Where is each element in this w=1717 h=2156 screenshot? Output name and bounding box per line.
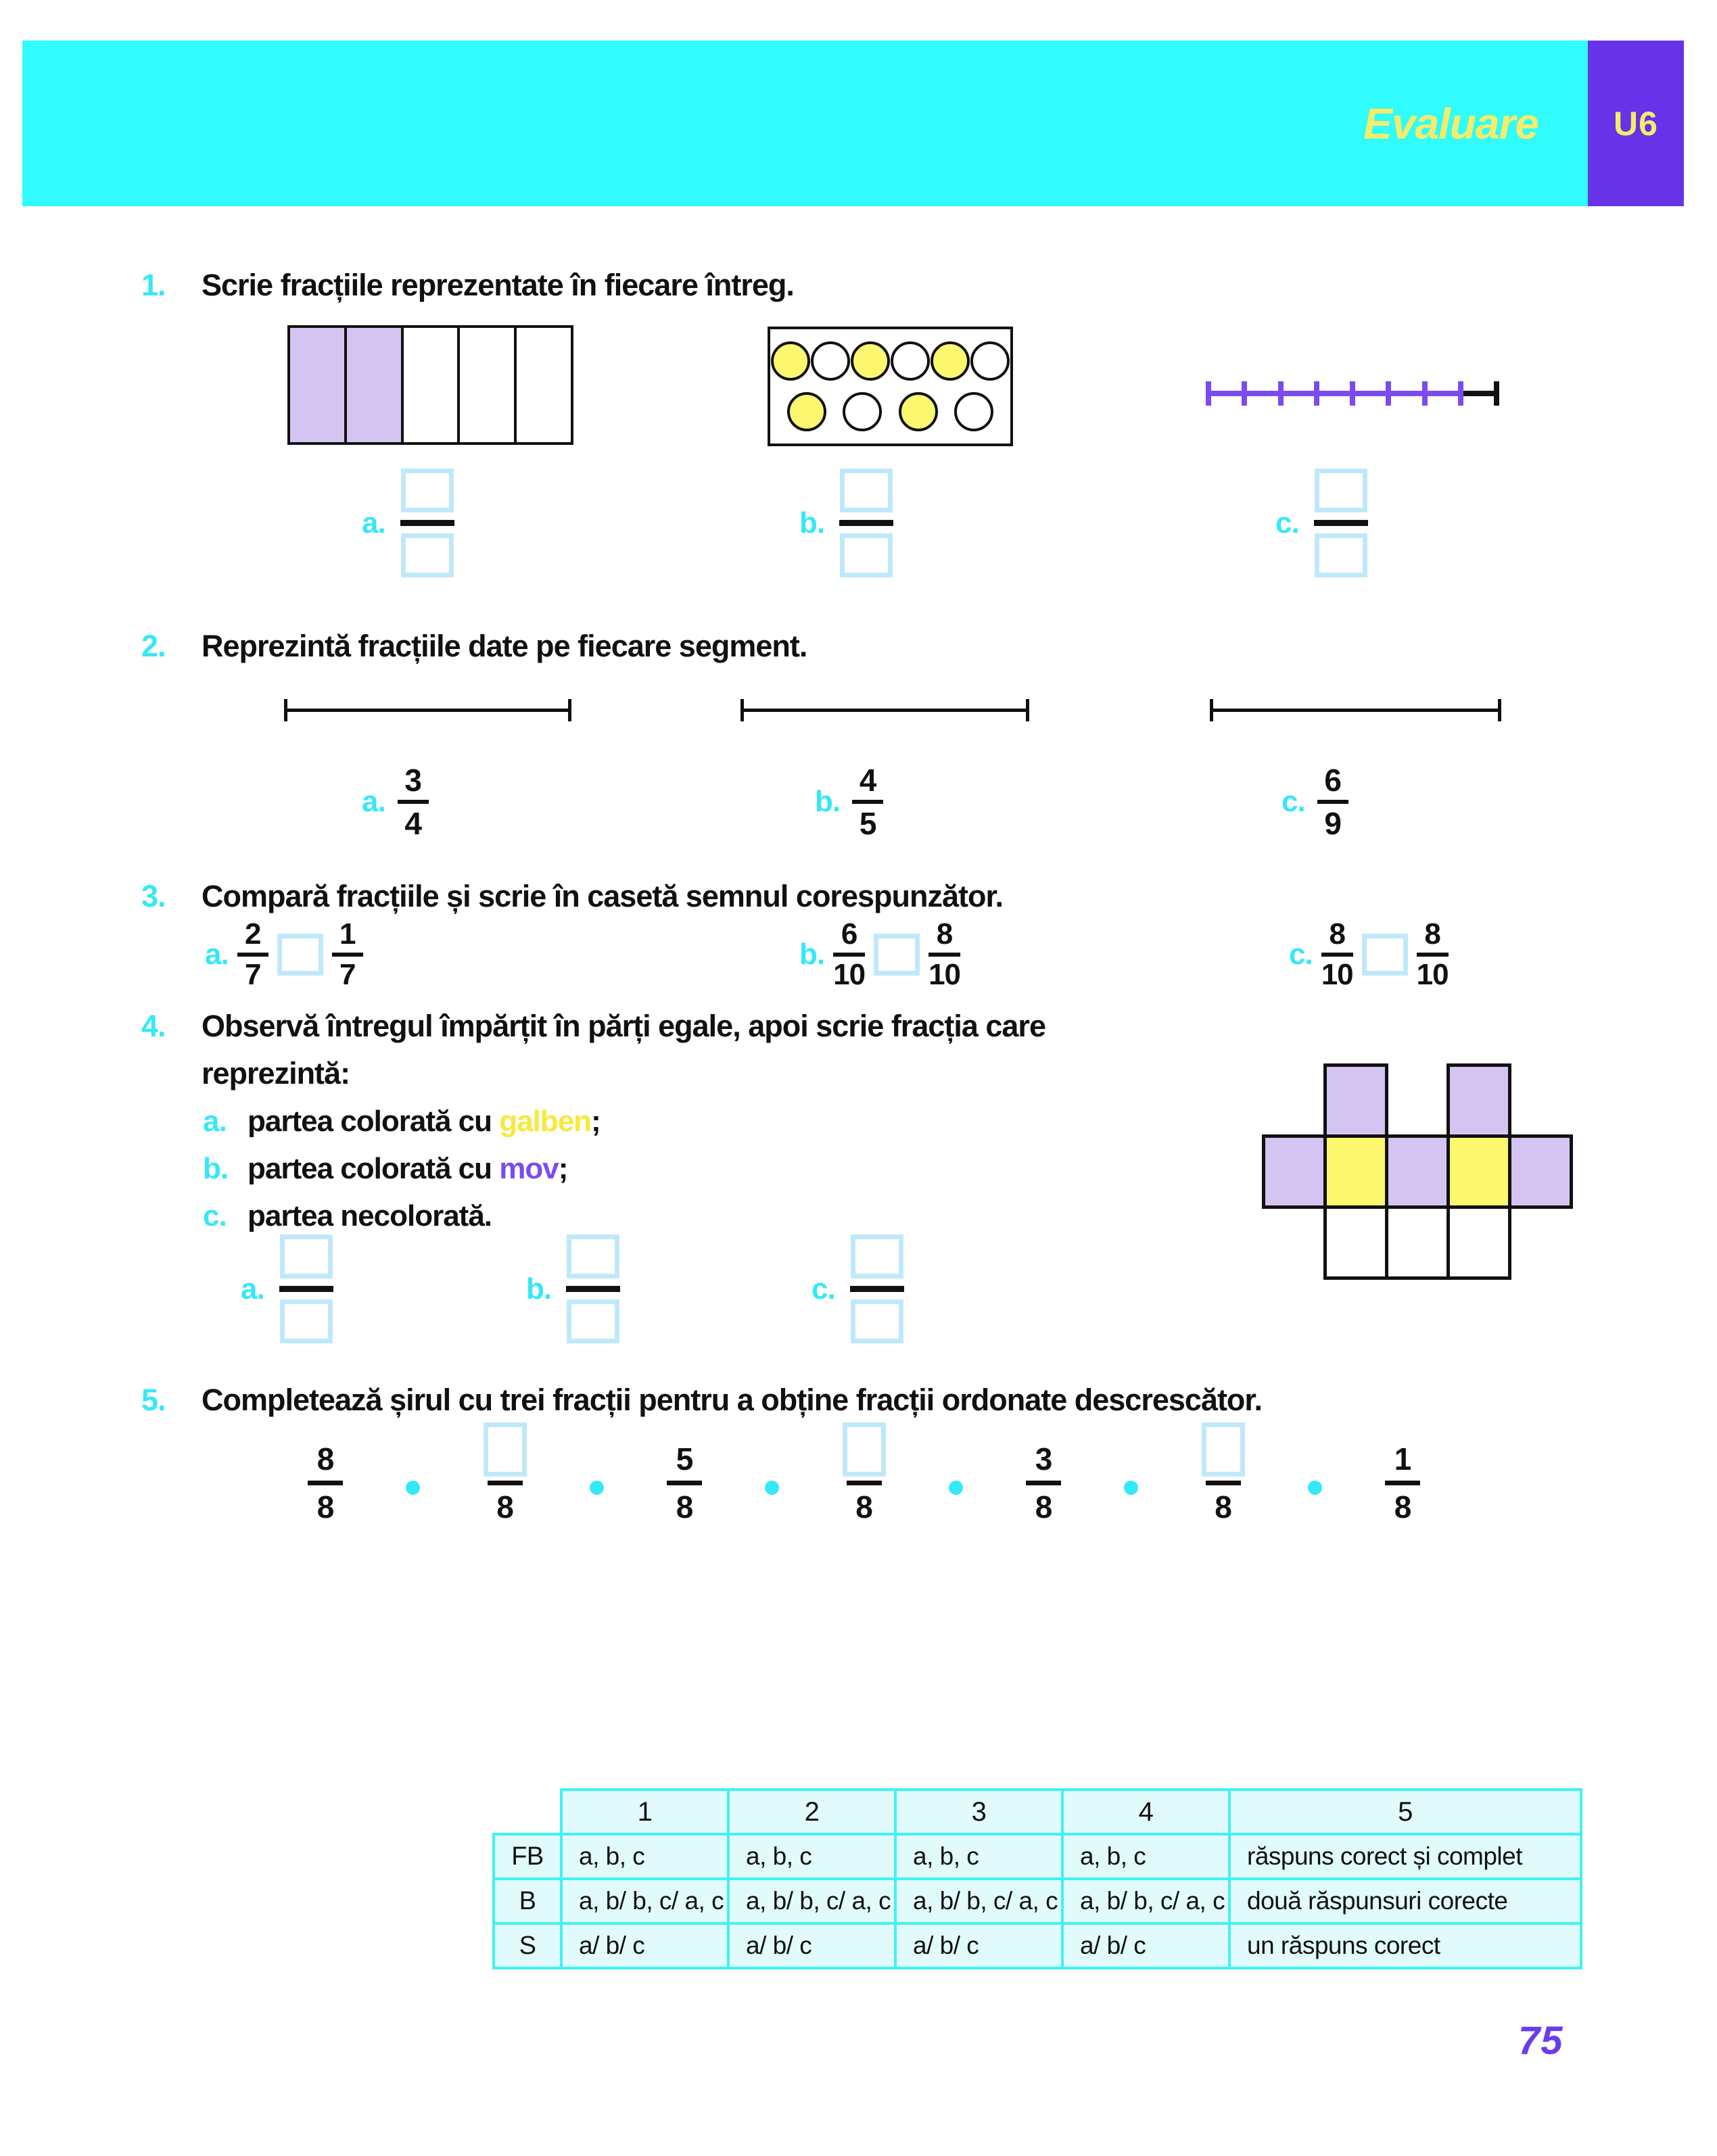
table-cell: a, b, c: [561, 1834, 728, 1879]
item-letter-label: c.: [812, 1272, 835, 1305]
grid-cell-purple: [1262, 1134, 1327, 1209]
item-letter-label: a.: [203, 1105, 227, 1138]
item-text: partea colorată cu: [248, 1152, 500, 1185]
fraction-denominator: 7: [339, 958, 356, 991]
circle: [970, 341, 1010, 381]
fraction-bar: [1314, 520, 1368, 526]
fraction-bar: [400, 520, 454, 526]
exercise5-number: 5.: [141, 1383, 166, 1417]
table-cell: a, b, c: [728, 1834, 895, 1879]
table-cell: a, b/ b, c/ a, c: [1062, 1879, 1229, 1923]
fraction: [852, 763, 883, 841]
answer-fraction: [566, 1235, 620, 1343]
fraction-denominator: 5: [859, 806, 876, 841]
numberline-black-segment: [1461, 391, 1497, 396]
unit-badge-label: U6: [1614, 104, 1658, 143]
item-letter-label: a.: [362, 785, 385, 818]
circle: [891, 341, 930, 381]
fraction: [833, 918, 865, 991]
table-cell: a/ b/ c: [895, 1923, 1062, 1968]
grid-cell-yellow: [1323, 1134, 1388, 1209]
sequence-denominator: 8: [316, 1489, 334, 1525]
sequence-separator-dot: [590, 1481, 604, 1495]
highlight-word: mov: [499, 1152, 559, 1185]
sequence-denominator: 8: [1394, 1489, 1411, 1525]
segment-b[interactable]: [740, 709, 1029, 712]
sequence-numerator-slot: [843, 1420, 886, 1477]
fraction-bar: [1417, 953, 1449, 957]
circles-figure: [768, 327, 1013, 446]
grid-cell-purple: [1323, 1063, 1388, 1138]
ex2-fraction-c: [1281, 763, 1348, 841]
sequence-numerator: 5: [676, 1441, 693, 1477]
item-letter-label: b.: [203, 1152, 229, 1185]
fraction-numerator: 6: [841, 917, 857, 951]
bar-part: [290, 328, 347, 442]
table-cell: a/ b/ c: [561, 1923, 728, 1968]
ex3-comparison-c: [1289, 918, 1449, 991]
item-letter-label: c.: [1281, 785, 1305, 818]
numberline-tick: [1494, 381, 1499, 406]
exercise3-prompt: Compară fracțiile și scrie în casetă semnul corespunzător.: [202, 879, 1003, 913]
exercise5-prompt: Completează șirul cu trei fracții pentru a obține fracții ordonate descrescător.: [202, 1383, 1262, 1417]
table-cell: a, b/ b, c/ a, c: [895, 1879, 1062, 1923]
page-title: Evaluare: [1363, 99, 1538, 148]
fraction-numerator: 2: [244, 917, 261, 951]
numerator-box[interactable]: [840, 469, 893, 512]
ex2-fraction-a: [362, 763, 429, 841]
sequence-separator-dot: [1308, 1481, 1322, 1495]
numberline-tick: [1422, 381, 1428, 406]
circle: [851, 341, 890, 381]
ex4-answer-b: [526, 1236, 620, 1342]
table-cell: un răspuns corect: [1229, 1923, 1581, 1968]
answer-fraction: [839, 469, 893, 577]
item-letter-label: b.: [799, 506, 825, 540]
sequence-numerator: 1: [1394, 1441, 1411, 1477]
sequence-numerator-slot: [1035, 1420, 1052, 1477]
denominator-box[interactable]: [280, 1299, 333, 1343]
fraction-numerator: 8: [1329, 917, 1345, 951]
ex4-item-a: [203, 1105, 601, 1139]
fraction-bar: [566, 1286, 620, 1292]
sequence-fraction: [308, 1420, 343, 1525]
table-row-label: B: [494, 1879, 561, 1923]
fraction-numerator: 4: [859, 763, 876, 798]
table-row: [494, 1879, 1581, 1923]
numberline-tick: [1206, 381, 1211, 406]
fraction: [332, 918, 363, 991]
sequence-box[interactable]: [843, 1422, 886, 1477]
table-cell: răspuns corect și complet: [1229, 1834, 1581, 1879]
sequence-denominator: 8: [1215, 1489, 1231, 1525]
ex1-answer-c: [1275, 470, 1368, 576]
denominator-box[interactable]: [401, 533, 454, 577]
item-letter-label: a.: [205, 938, 229, 971]
scoring-table: [492, 1788, 1582, 1969]
grid-cell-white: [1323, 1205, 1388, 1280]
bar-part: [347, 328, 404, 442]
sequence-box[interactable]: [1202, 1422, 1245, 1477]
segment-a[interactable]: [284, 709, 571, 712]
grid-cell-purple: [1446, 1063, 1511, 1138]
fraction: [1321, 918, 1353, 991]
fraction-bar: [1317, 800, 1348, 804]
sequence-denominator: 8: [855, 1489, 872, 1525]
fraction-bar: [667, 1481, 702, 1485]
page-number: 75: [1518, 2019, 1563, 2063]
ex3-comparison-b: [799, 918, 960, 991]
item-letter-label: a.: [362, 506, 385, 540]
sequence-denominator: 8: [676, 1489, 693, 1525]
item-letter-label: b.: [799, 938, 825, 971]
denominator-box[interactable]: [567, 1299, 619, 1343]
exercise1-number: 1.: [141, 268, 166, 302]
sequence-fraction: [1202, 1420, 1245, 1525]
fraction: [1317, 763, 1348, 841]
circle: [787, 392, 826, 431]
exercise3-number: 3.: [141, 879, 166, 913]
fraction-bar: [488, 1481, 523, 1485]
table-cell: a, b/ b, c/ a, c: [728, 1879, 895, 1923]
fraction-bar: [1206, 1481, 1241, 1485]
exercise4-prompt-line2: reprezintă:: [202, 1056, 350, 1091]
sequence-numerator-slot: [1202, 1420, 1245, 1477]
sequence-numerator-slot: [484, 1420, 527, 1477]
sequence-fraction: [667, 1420, 702, 1525]
numberline-tick: [1458, 381, 1463, 406]
fraction: [237, 918, 268, 991]
ex4-item-c: [203, 1199, 492, 1233]
sequence-numerator: 8: [316, 1441, 334, 1477]
grid-cell-yellow: [1446, 1134, 1511, 1209]
sequence-numerator: 3: [1035, 1441, 1052, 1477]
answer-fraction: [850, 1235, 904, 1343]
sequence-separator-dot: [1124, 1481, 1138, 1495]
ex1-answer-a: [362, 470, 454, 576]
fraction-bar: [398, 800, 429, 804]
header-band: [22, 41, 1684, 206]
table-cell: a, b, c: [1062, 1834, 1229, 1879]
fraction-bar: [279, 1286, 333, 1292]
fraction-sequence: [308, 1420, 1420, 1525]
fraction-denominator: 7: [244, 958, 261, 991]
ex4-answer-a: [241, 1236, 333, 1342]
numberline-tick: [1386, 381, 1391, 406]
ex4-answer-c: [812, 1236, 904, 1342]
grid-cell-white: [1446, 1205, 1511, 1280]
circle: [931, 341, 970, 381]
table-cell: a/ b/ c: [1062, 1923, 1229, 1968]
item-letter-label: a.: [241, 1272, 264, 1305]
circle: [899, 392, 938, 431]
denominator-box[interactable]: [851, 1299, 903, 1343]
table-cell: două răspunsuri corecte: [1229, 1879, 1581, 1923]
fraction-bar: [850, 1286, 904, 1292]
unit-badge: [1588, 41, 1684, 206]
fraction-denominator: 10: [833, 958, 866, 991]
bar-part: [517, 328, 571, 442]
table-cell: a, b/ b, c/ a, c: [561, 1879, 728, 1923]
table-corner-blank: [494, 1790, 561, 1834]
fraction-bar: [1385, 1481, 1420, 1485]
table-row: [494, 1834, 1581, 1879]
fraction-numerator: 6: [1324, 763, 1341, 798]
denominator-box[interactable]: [840, 533, 893, 577]
denominator-box[interactable]: [1315, 533, 1367, 577]
numberline-tick: [1314, 381, 1319, 406]
fraction-denominator: 10: [1321, 958, 1353, 991]
table-column-header: 4: [1062, 1790, 1229, 1834]
exercise4-number: 4.: [141, 1009, 166, 1043]
circle: [811, 341, 850, 381]
exercise2-number: 2.: [141, 629, 166, 663]
sequence-numerator-slot: [1394, 1420, 1411, 1477]
fraction-bar: [928, 953, 960, 957]
answer-fraction: [1314, 469, 1368, 577]
fraction-bar: [237, 953, 268, 957]
bar-part: [460, 328, 517, 442]
sequence-denominator: 8: [1035, 1489, 1052, 1525]
table-row: [494, 1923, 1581, 1968]
grid-cell-white: [1385, 1205, 1450, 1280]
exercise1-prompt: Scrie fracțiile reprezentate în fiecare întreg.: [202, 268, 794, 302]
circle: [771, 341, 810, 381]
grid-cell-purple: [1508, 1134, 1573, 1209]
fraction-numerator: 1: [339, 917, 356, 951]
sequence-fraction: [1026, 1420, 1061, 1525]
item-text: partea colorată cu: [248, 1105, 500, 1138]
fraction-denominator: 10: [1416, 958, 1449, 991]
fraction-bar: [833, 953, 865, 957]
fraction-bar: [847, 1481, 882, 1485]
fraction-bar: [1321, 953, 1353, 957]
fraction: [1417, 918, 1449, 991]
numberline-tick: [1278, 381, 1284, 406]
ex2-fraction-b: [815, 763, 883, 841]
fraction-bar: [332, 953, 363, 957]
fraction-numerator: 8: [1424, 917, 1440, 951]
highlight-word: galben: [499, 1105, 592, 1138]
numerator-box[interactable]: [280, 1235, 333, 1278]
fraction-denominator: 4: [404, 806, 421, 841]
fraction-numerator: 3: [404, 763, 421, 798]
item-text: partea necolorată.: [248, 1199, 492, 1232]
table-column-header: 1: [561, 1790, 728, 1834]
circle: [843, 392, 882, 431]
comparison-box[interactable]: [277, 934, 323, 976]
ex4-item-b: [203, 1152, 567, 1186]
sequence-separator-dot: [949, 1481, 963, 1495]
fraction-bar: [1026, 1481, 1061, 1485]
item-letter-label: c.: [203, 1199, 227, 1232]
table-column-header: 3: [895, 1790, 1062, 1834]
sequence-denominator: 8: [496, 1489, 513, 1525]
numberline-figure: [1208, 379, 1497, 408]
fraction: [928, 918, 960, 991]
item-text-after: ;: [591, 1105, 601, 1138]
table-column-header: 5: [1229, 1790, 1581, 1834]
exercise4-prompt-line1: Observă întregul împărțit în părți egale, apoi scrie fracția care: [202, 1009, 1045, 1043]
circle: [954, 392, 993, 431]
item-letter-label: c.: [1289, 938, 1313, 971]
item-text-after: ;: [558, 1152, 568, 1185]
fraction-numerator: 8: [936, 917, 953, 951]
table-row-label: S: [494, 1923, 561, 1968]
fraction-bar: [839, 520, 893, 526]
bar-figure: [287, 325, 573, 445]
bar-part: [404, 328, 461, 442]
numerator-box[interactable]: [1315, 469, 1367, 512]
table-cell: a/ b/ c: [728, 1923, 895, 1968]
answer-fraction: [400, 469, 454, 577]
sequence-numerator-slot: [676, 1420, 693, 1477]
comparison-box[interactable]: [874, 934, 920, 976]
fraction: [398, 763, 429, 841]
numberline-tick: [1242, 381, 1247, 406]
item-letter-label: c.: [1275, 506, 1299, 540]
numerator-box[interactable]: [567, 1235, 619, 1278]
item-letter-label: b.: [526, 1272, 552, 1305]
fraction-denominator: 9: [1324, 806, 1341, 841]
sequence-box[interactable]: [484, 1422, 527, 1477]
sequence-numerator-slot: [317, 1420, 334, 1477]
grid-cell-purple: [1385, 1134, 1450, 1209]
table-cell: a, b, c: [895, 1834, 1062, 1879]
sequence-fraction: [843, 1420, 886, 1525]
segment-c[interactable]: [1210, 709, 1501, 712]
grid-figure: [1262, 1063, 1576, 1282]
item-letter-label: b.: [815, 785, 841, 818]
ex1-answer-b: [799, 470, 893, 576]
ex3-comparison-a: [205, 918, 363, 991]
sequence-separator-dot: [406, 1481, 420, 1495]
numerator-box[interactable]: [401, 469, 454, 512]
exercise2-prompt: Reprezintă fracțiile date pe fiecare segment.: [202, 629, 807, 663]
fraction-bar: [308, 1481, 343, 1485]
fraction-bar: [852, 800, 883, 804]
sequence-separator-dot: [765, 1481, 779, 1495]
comparison-box[interactable]: [1362, 934, 1408, 976]
sequence-fraction: [484, 1420, 527, 1525]
table-column-header: 2: [728, 1790, 895, 1834]
numberline-tick: [1350, 381, 1355, 406]
answer-fraction: [279, 1235, 333, 1343]
fraction-denominator: 10: [928, 958, 961, 991]
numerator-box[interactable]: [851, 1235, 903, 1278]
table-row-label: FB: [494, 1834, 561, 1879]
sequence-fraction: [1385, 1420, 1420, 1525]
